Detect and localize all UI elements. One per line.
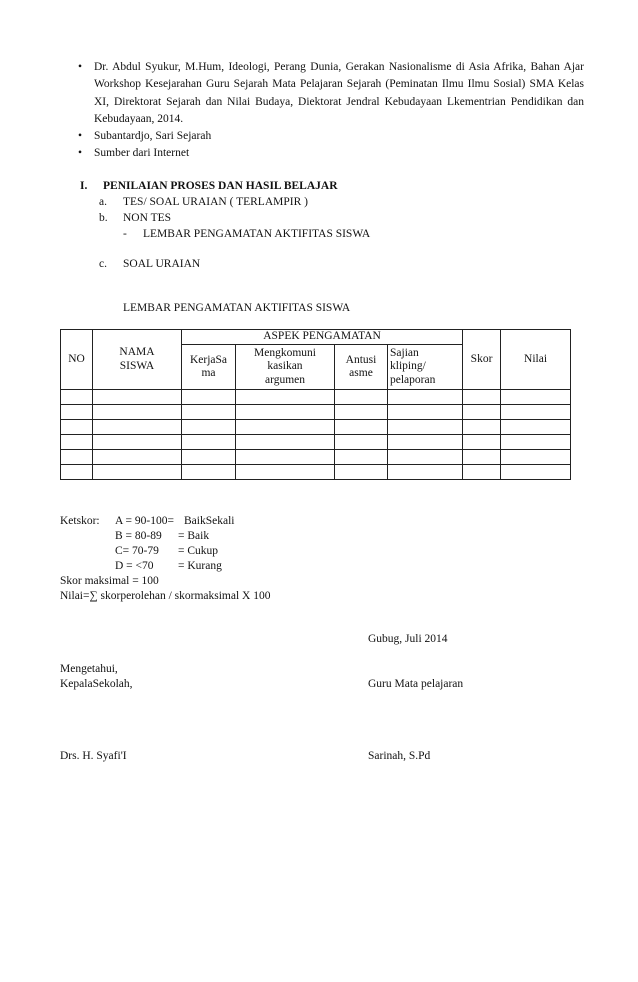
table-cell [182, 435, 236, 450]
reference-text: Sumber dari Internet [94, 147, 190, 160]
table-cell [236, 405, 335, 420]
table-row [61, 465, 571, 480]
table-cell [463, 435, 501, 450]
table-cell [335, 420, 388, 435]
item-marker: a. [99, 196, 107, 208]
header-kerjasama: KerjaSa ma [182, 345, 236, 390]
table-row [61, 405, 571, 420]
table-cell [93, 435, 182, 450]
reference-item [74, 145, 584, 162]
reference-text: Subantardjo, Sari Sejarah [94, 130, 212, 143]
reference-item [74, 128, 584, 145]
observation-table [60, 329, 571, 480]
table-cell [335, 405, 388, 420]
bullet-icon: • [78, 130, 83, 143]
bullet-icon: • [78, 147, 83, 160]
principal-title: KepalaSekolah, [60, 678, 133, 690]
table-row [61, 420, 571, 435]
table-cell [501, 450, 571, 465]
table-cell [463, 405, 501, 420]
grade-range: B = 80-89 [115, 530, 162, 542]
table-cell [335, 450, 388, 465]
header-aspek: ASPEK PENGAMATAN [182, 330, 463, 345]
table-cell [236, 465, 335, 480]
item-marker: - [123, 228, 127, 240]
acknowledged-label: Mengetahui, [60, 663, 118, 675]
table-cell [501, 465, 571, 480]
item-text: SOAL URAIAN [123, 258, 201, 270]
table-cell [182, 390, 236, 405]
table-cell [236, 435, 335, 450]
table-cell [61, 390, 93, 405]
grade-range: A = 90-100= [115, 515, 174, 527]
table-cell [93, 390, 182, 405]
table-cell [388, 450, 463, 465]
section-title: PENILAIAN PROSES DAN HASIL BELAJAR [103, 180, 338, 192]
place-date: Gubug, Juli 2014 [368, 633, 448, 645]
item-text: TES/ SOAL URAIAN ( TERLAMPIR ) [123, 196, 308, 208]
table-cell [335, 435, 388, 450]
table-cell [93, 450, 182, 465]
grade-range: D = <70 [115, 560, 154, 572]
item-marker: c. [99, 258, 107, 270]
table-cell [93, 465, 182, 480]
grade-desc: = Kurang [178, 560, 222, 572]
grade-range: C= 70-79 [115, 545, 159, 557]
teacher-name: Sarinah, S.Pd [368, 750, 431, 762]
header-antusiasme: Antusi asme [335, 345, 388, 390]
table-body [61, 390, 571, 480]
table-row [61, 435, 571, 450]
max-score: Skor maksimal = 100 [60, 575, 159, 587]
sheet-title: LEMBAR PENGAMATAN AKTIFITAS SISWA [123, 302, 351, 314]
table-cell [388, 435, 463, 450]
score-formula: Nilai=∑ skorperolehan / skormaksimal X 100 [60, 590, 271, 602]
table-cell [182, 450, 236, 465]
table-cell [501, 390, 571, 405]
table-cell [388, 465, 463, 480]
header-nilai: Nilai [501, 330, 571, 390]
grade-desc: = Baik [178, 530, 210, 542]
bullet-icon: • [78, 61, 83, 73]
table-cell [501, 435, 571, 450]
principal-name: Drs. H. Syafi'I [60, 750, 127, 762]
table-cell [236, 420, 335, 435]
header-no: NO [61, 330, 93, 390]
header-nama: NAMA SISWA [93, 330, 182, 390]
table-cell [182, 420, 236, 435]
table-cell [335, 390, 388, 405]
item-text: LEMBAR PENGAMATAN AKTIFITAS SISWA [143, 228, 371, 240]
table-cell [501, 420, 571, 435]
table-cell [463, 390, 501, 405]
table-cell [463, 420, 501, 435]
item-marker: b. [99, 212, 108, 224]
table-cell [236, 390, 335, 405]
table-cell [61, 420, 93, 435]
table-cell [463, 450, 501, 465]
table-cell [61, 450, 93, 465]
table-row [61, 390, 571, 405]
table-cell [501, 405, 571, 420]
reference-list [74, 59, 584, 163]
table-cell [93, 420, 182, 435]
header-skor: Skor [463, 330, 501, 390]
table-row [61, 450, 571, 465]
table-cell [61, 405, 93, 420]
reference-text: Dr. Abdul Syukur, M.Hum, Ideologi, Perang Dunia, Gerakan Nasionalisme di Asia Afrika, Bahan Ajar Workshop Kesejarahan Guru Sejarah Mata Pelajaran Sejarah (Peminatan Ilmu Ilmu Sosial) SMA Kelas XI, Direktorat Sejarah dan Nilai Budaya, Diektorat Jendral Kebudayaan Lkementrian Pendidikan dan Kebudayaan, 2014. [94, 61, 584, 125]
table-cell [61, 435, 93, 450]
section-number: I. [80, 180, 88, 192]
table-cell [388, 390, 463, 405]
table-cell [93, 405, 182, 420]
reference-item [74, 59, 584, 128]
table-cell [388, 405, 463, 420]
table-cell [388, 420, 463, 435]
grade-desc: BaikSekali [184, 515, 235, 527]
grade-desc: = Cukup [178, 545, 219, 557]
teacher-title: Guru Mata pelajaran [368, 678, 464, 690]
item-text: NON TES [123, 212, 172, 224]
table-cell [236, 450, 335, 465]
header-sajian: Sajian kliping/ pelaporan [388, 345, 463, 390]
score-key-label: Ketskor: [60, 515, 100, 527]
table-cell [335, 465, 388, 480]
table-cell [61, 465, 93, 480]
table-cell [182, 465, 236, 480]
table-cell [463, 465, 501, 480]
table-cell [182, 405, 236, 420]
header-komunikasi: Mengkomuni kasikan argumen [236, 345, 335, 390]
